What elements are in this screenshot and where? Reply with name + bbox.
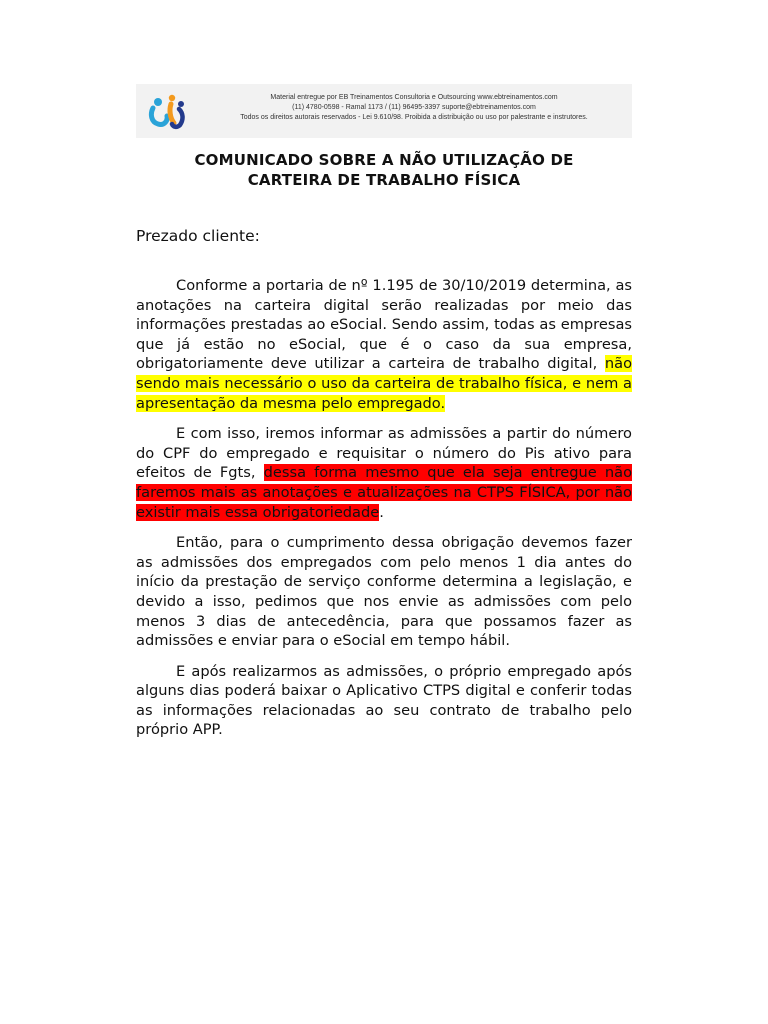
paragraph-2-highlight: dessa forma mesmo que ela seja entregue não faremos mais as anotações e atualizações na CTPS FÍSICA, por não existir mais essa obrigatoriedade [136,464,633,521]
paragraph-3-text: Então, para o cumprimento dessa obrigação devemos fazer as admissões dos empregados com pelo menos 1 dia antes do início da prestação de serviço conforme determina a legislação, e devido a isso, pedimos que nos envie as admissões com pelo menos 3 dias de antecedência, para que possamos fazer as admissões e enviar para o eSocial em tempo hábil. [136,534,632,650]
salutation: Prezado cliente: [136,227,260,245]
paragraph-2 [136,424,632,522]
document-body [136,276,632,751]
document-header [136,84,632,138]
eb-treinamentos-logo-icon [146,90,190,132]
title-line-1: COMUNICADO SOBRE A NÃO UTILIZAÇÃO DE [194,151,574,169]
paragraph-3 [136,533,632,651]
paragraph-1-highlight: não sendo mais necessário o uso da carteira de trabalho física, e nem a apresentação da mesma pelo empregado. [136,355,632,412]
paragraph-4 [136,662,632,740]
paragraph-1 [136,276,632,413]
paragraph-2-tail: . [379,503,384,521]
paragraph-1-text: Conforme a portaria de nº 1.195 de 30/10/2019 determina, as anotações na carteira digital serão realizadas por meio das informações prestadas ao eSocial. Sendo assim, todas as empresas que já estão no eSocial, que é o caso da sua empresa, obrigatoriamente deve utilizar a carteira de trabalho digital, [136,277,632,373]
header-line-1: Material entregue por EB Treinamentos Consultoria e Outsourcing www.ebtreinamentos.com [270,94,558,101]
header-line-2: (11) 4780-0598 - Ramal 1173 / (11) 96495-3397 suporte@ebtreinamentos.com [292,104,536,111]
header-contact-text [202,93,626,123]
title-line-2: CARTEIRA DE TRABALHO FÍSICA [247,171,521,189]
paragraph-2-text: E com isso, iremos informar as admissões a partir do número do CPF do empregado e requisitar o número do Pis ativo para efeitos de Fgts, [136,425,632,482]
paragraph-4-text: E após realizarmos as admissões, o próprio empregado após alguns dias poderá baixar o Aplicativo CTPS digital e conferir todas as informações relacionadas ao seu contrato de trabalho pelo próprio APP. [136,662,632,739]
document-title [136,150,632,190]
header-line-3: Todos os direitos autorais reservados - Lei 9.610/98. Proibida a distribuição ou uso por palestrante e instrutores. [240,114,588,121]
